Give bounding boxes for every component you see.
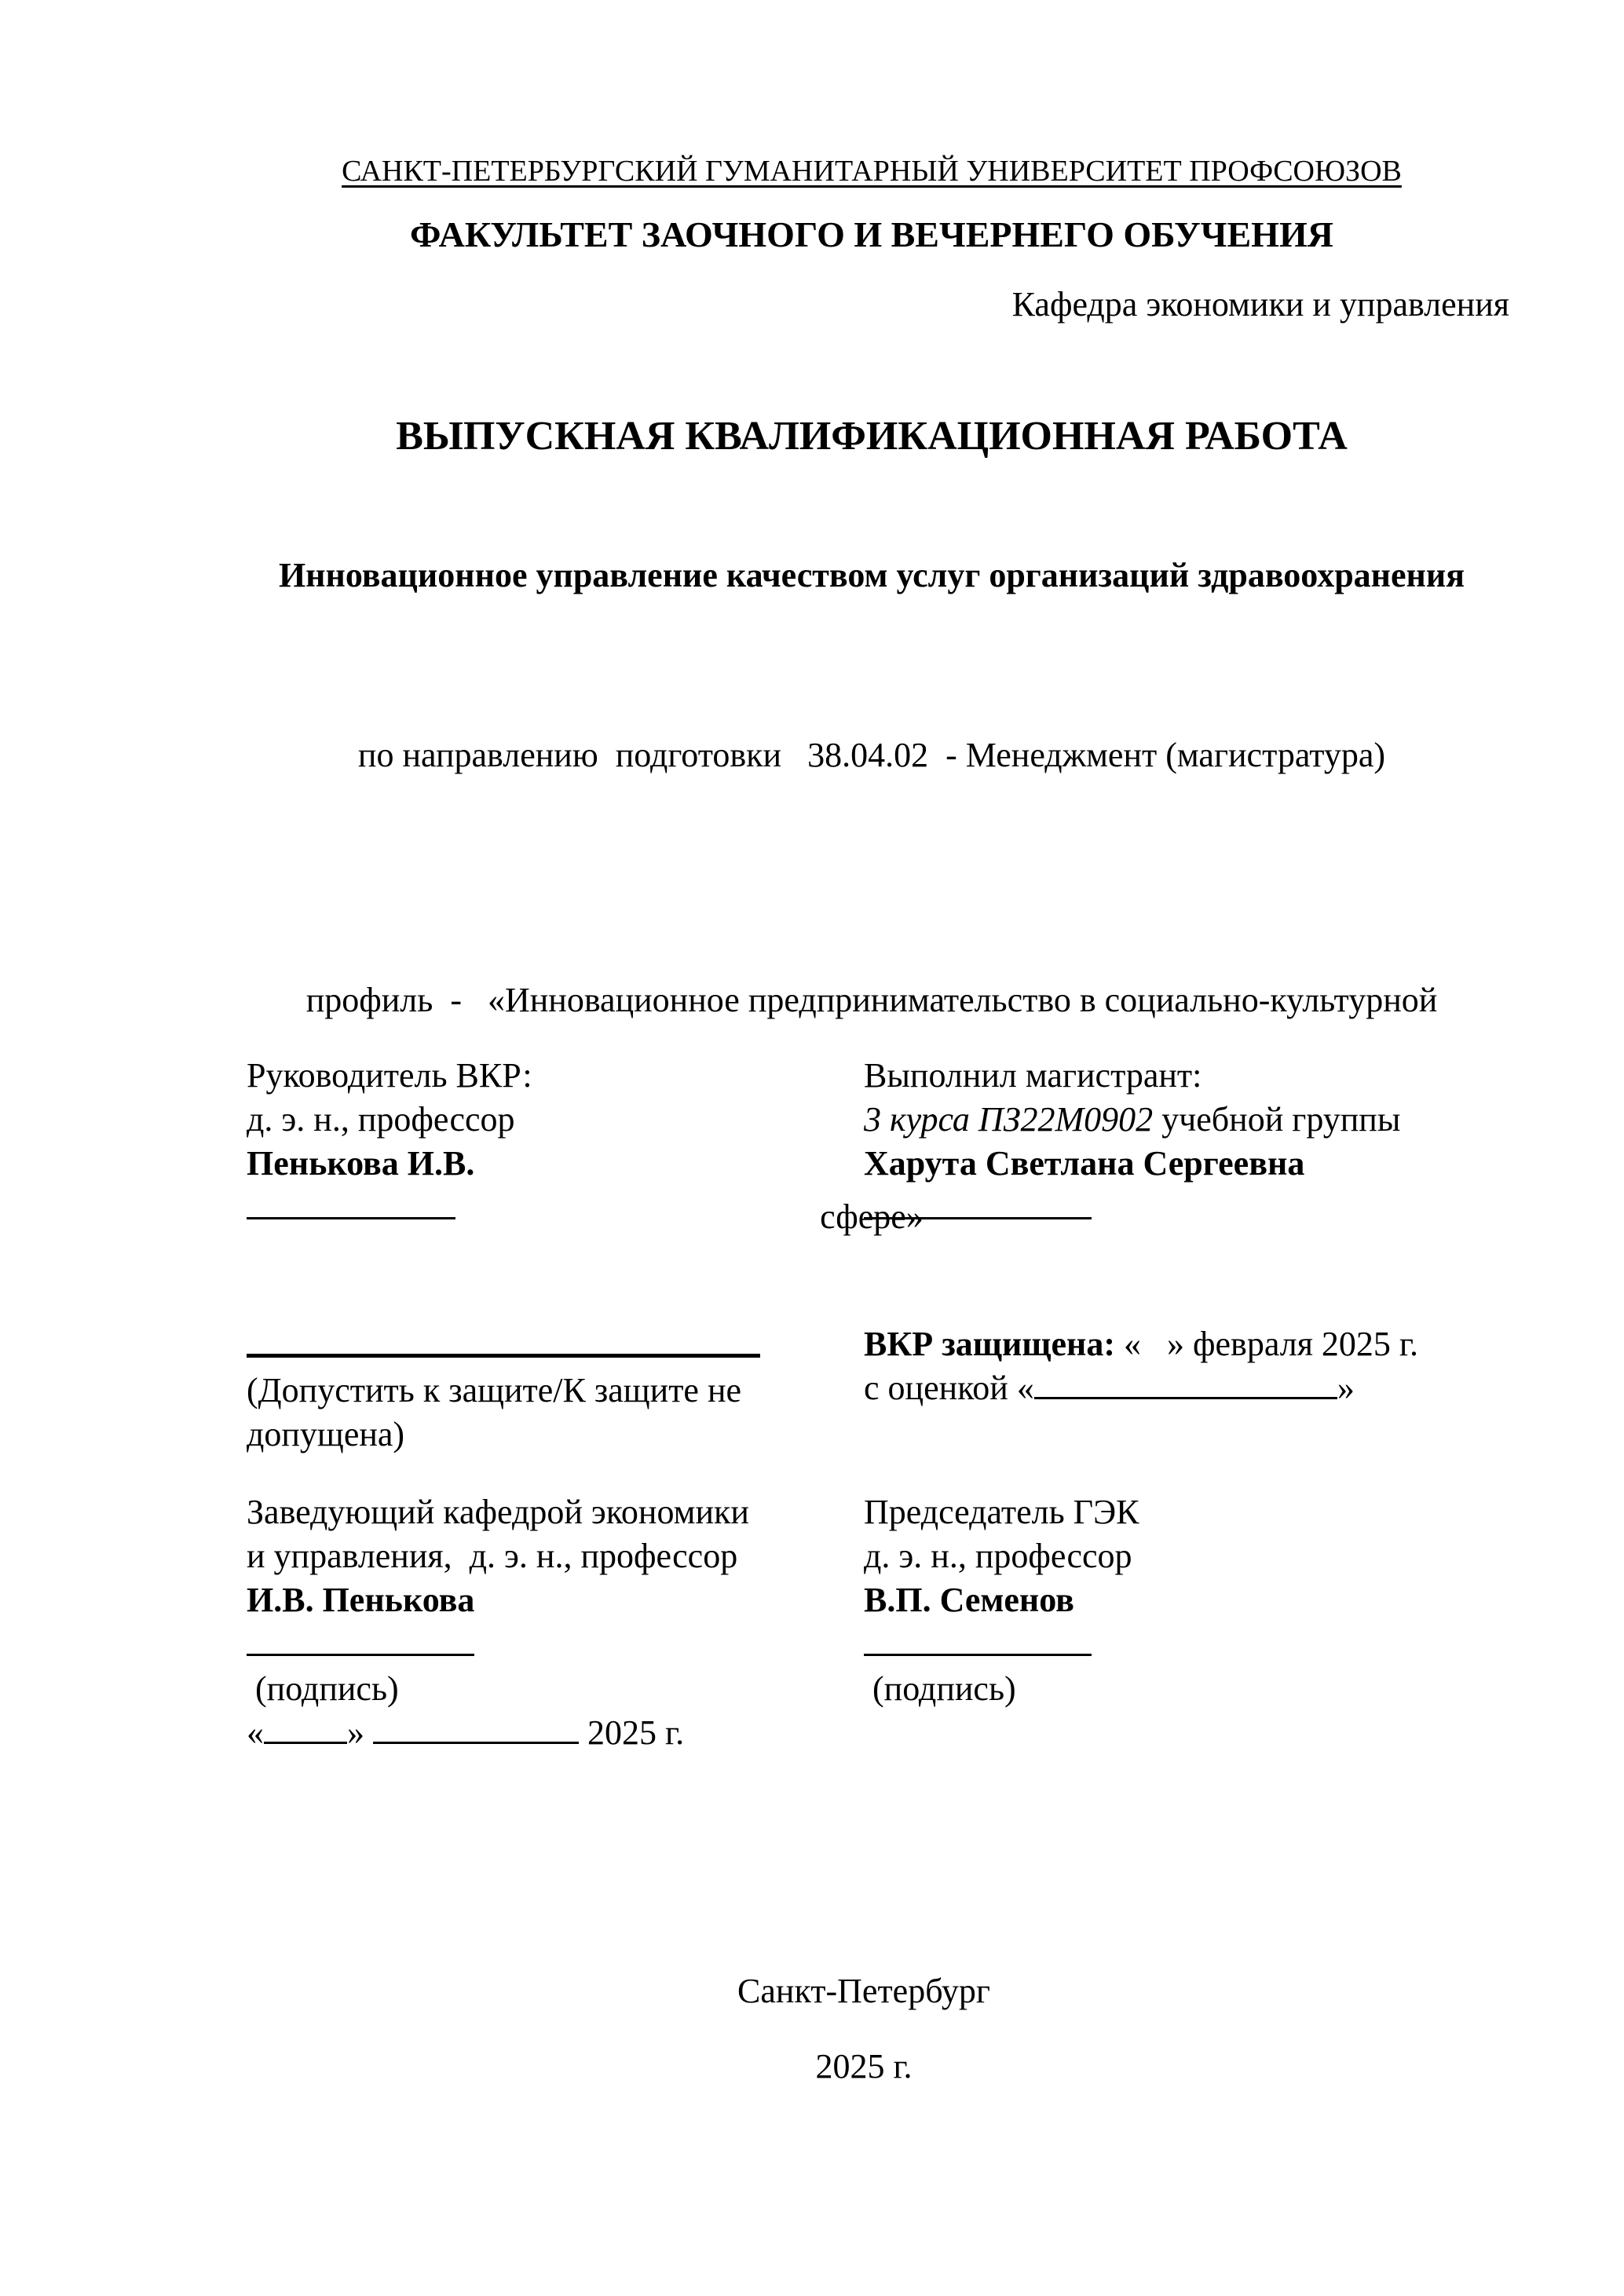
gek-chair-signature-line bbox=[864, 1622, 1092, 1656]
year: 2025 г. bbox=[815, 2047, 913, 2086]
thesis-topic: Инновационное управление качеством услуг организаций здравоохранения bbox=[278, 556, 1465, 594]
admission-text-line2: допущена) bbox=[247, 1415, 405, 1453]
city: Санкт-Петербург bbox=[737, 1972, 990, 2010]
head-signature-label: (подпись) bbox=[247, 1669, 399, 1708]
head-title-line1: Заведующий кафедрой экономики bbox=[247, 1493, 749, 1531]
student-group-number: 3 курса ПЗ22М0902 bbox=[864, 1100, 1154, 1139]
date-year: 2025 г. bbox=[579, 1713, 685, 1752]
admission-decision-line bbox=[247, 1322, 760, 1358]
student-name: Харута Светлана Сергеевна bbox=[864, 1144, 1305, 1183]
student-role: Выполнил магистрант: bbox=[864, 1056, 1202, 1095]
admission-block bbox=[247, 1322, 760, 1457]
student-group-suffix: учебной группы bbox=[1153, 1100, 1401, 1139]
head-of-department-block bbox=[247, 1490, 749, 1755]
student-block bbox=[864, 1054, 1400, 1230]
faculty-name: ФАКУЛЬТЕТ ЗАОЧНОГО И ВЕЧЕРНЕГО ОБУЧЕНИЯ bbox=[410, 214, 1333, 254]
head-signature-date bbox=[247, 1711, 749, 1755]
date-open-quote: « bbox=[247, 1713, 264, 1752]
work-type-title: ВЫПУСКНАЯ КВАЛИФИКАЦИОННАЯ РАБОТА bbox=[396, 414, 1348, 459]
supervisor-signature-line bbox=[247, 1186, 455, 1219]
gek-chair-degree: д. э. н., профессор bbox=[864, 1537, 1132, 1575]
gek-chair-signature-label: (подпись) bbox=[864, 1669, 1016, 1708]
defense-label: ВКР защищена: bbox=[864, 1325, 1115, 1363]
study-direction: по направлению подготовки 38.04.02 - Менеджмент (магистратура) bbox=[357, 736, 1386, 774]
date-close-quote: » bbox=[347, 1713, 364, 1752]
defense-date-line bbox=[864, 1322, 1418, 1366]
supervisor-name: Пенькова И.В. bbox=[247, 1144, 475, 1183]
defense-block bbox=[864, 1322, 1418, 1410]
grade-blank bbox=[1034, 1367, 1337, 1399]
gek-chair-role: Председатель ГЭК bbox=[864, 1493, 1139, 1531]
university-name: САНКТ-ПЕТЕРБУРГСКИЙ ГУМАНИТАРНЫЙ УНИВЕРСИТЕТ ПРОФСОЮЗОВ bbox=[342, 155, 1402, 188]
department-name: Кафедра экономики и управления bbox=[1011, 285, 1509, 324]
head-title-line2: и управления, д. э. н., профессор bbox=[247, 1537, 738, 1575]
defense-date: « » февраля 2025 г. bbox=[1115, 1325, 1419, 1363]
month-blank bbox=[373, 1712, 579, 1744]
student-group bbox=[864, 1098, 1400, 1142]
head-signature-line bbox=[247, 1622, 474, 1656]
student-signature-line bbox=[864, 1186, 1092, 1219]
gek-chair-name: В.П. Семенов bbox=[864, 1581, 1074, 1619]
study-profile-line2: сфере» bbox=[820, 1197, 924, 1236]
supervisor-degree: д. э. н., профессор bbox=[247, 1100, 515, 1139]
gek-chair-block bbox=[864, 1490, 1139, 1711]
defense-grade-line bbox=[864, 1366, 1418, 1410]
supervisor-role: Руководитель ВКР: bbox=[247, 1056, 532, 1095]
grade-prefix: с оценкой « bbox=[864, 1369, 1034, 1407]
supervisor-block bbox=[247, 1054, 532, 1230]
day-blank bbox=[264, 1712, 347, 1744]
study-profile-line1: профиль - «Инновационное предпринимательство в социально-культурной bbox=[305, 981, 1438, 1019]
head-name: И.В. Пенькова bbox=[247, 1581, 475, 1619]
admission-text-line1: (Допустить к защите/К защите не bbox=[247, 1371, 742, 1409]
grade-suffix: » bbox=[1337, 1369, 1355, 1407]
